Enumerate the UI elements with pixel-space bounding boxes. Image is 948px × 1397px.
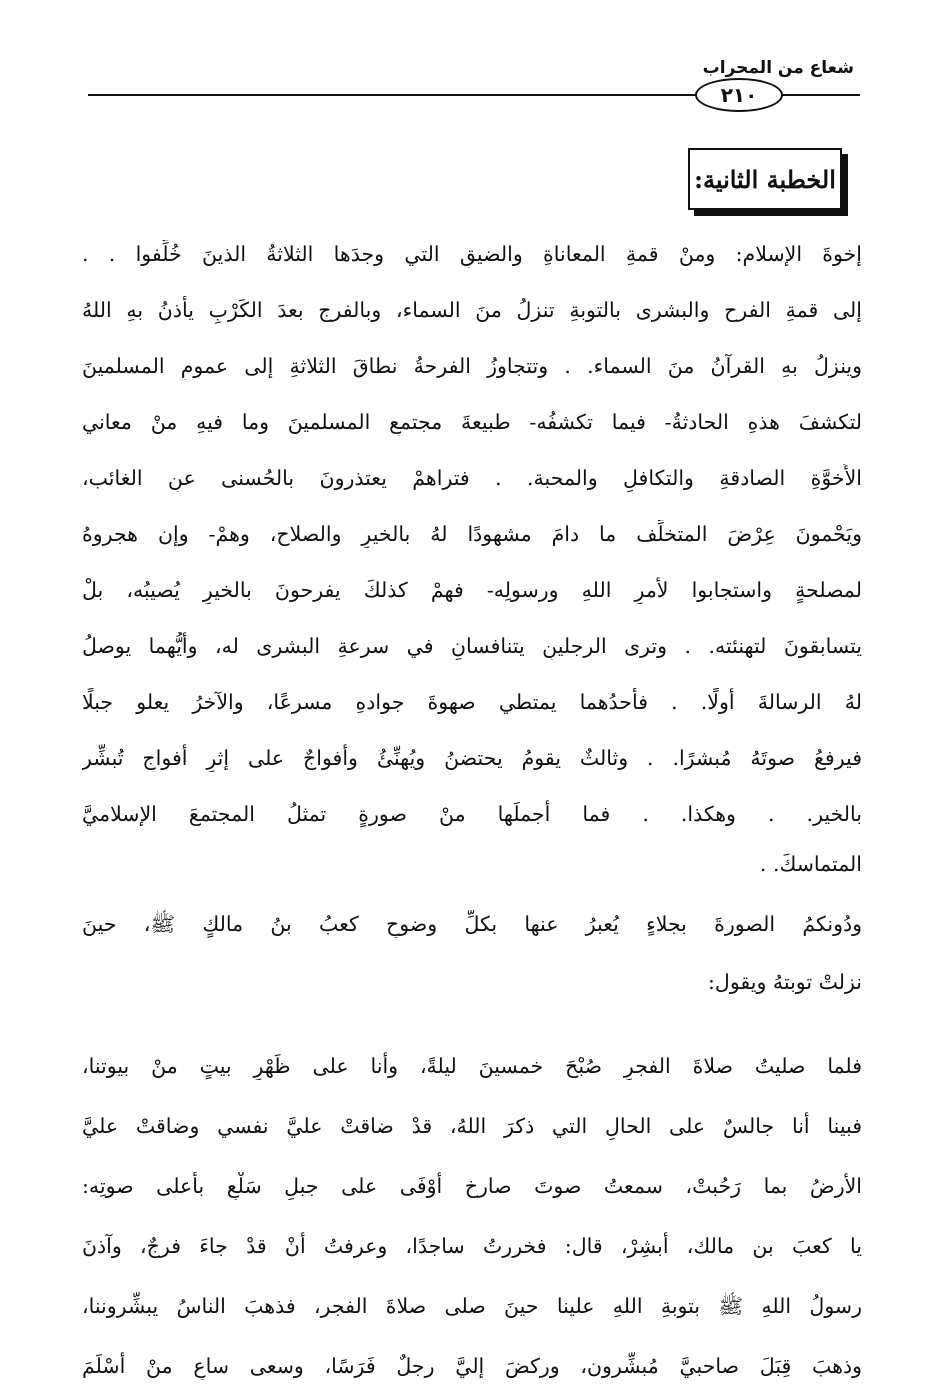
text-line: لتكشفَ هذهِ الحادثةُ- فيما تكشفُه- طبيعةَ مجتمعِ المسلمينَ وما فيهِ منْ معاني bbox=[82, 410, 862, 434]
text-line: وينزلُ بهِ القرآنُ منَ السماء. . وتتجاوزُ الفرحةُ نطاقَ الثلاثةِ إلى عمومِ المسلمينَ bbox=[82, 354, 862, 378]
text-line: يا كعبَ بن مالك، أبشِرْ، قال: فخررتُ ساجدًا، وعرفتُ أنْ قدْ جاءَ فرجٌ، وآذنَ bbox=[82, 1234, 862, 1258]
text-line: لمصلحةٍ واستجابوا لأمرِ اللهِ ورسولِه- فهمْ كذلكَ يفرحونَ بالخيرِ يُصيبُه، بلْ bbox=[82, 578, 862, 602]
book-title: شعاع من المحراب bbox=[702, 58, 854, 78]
text-line: فيرفعُ صوتَهُ مُبشرًا. . وثالثٌ يقومُ يحتضنُ ويُهنِّئُ وأفواجٌ على إثرِ أفواجٍ تُبشِّر bbox=[82, 746, 862, 770]
text-line: الأرضُ بما رَحُبتْ، سمعتُ صوتَ صارخ أوْفَى على جبلِ سَلْعٍ بأعلى صوتِه: bbox=[82, 1174, 862, 1198]
text-line: بالخير. . وهكذا. . فما أجملَها منْ صورةٍ تمثلُ المجتمعَ الإسلاميَّ bbox=[82, 802, 862, 826]
text-line: نزلتْ توبتهُ ويقول: bbox=[708, 970, 862, 994]
text-line: رسولُ اللهِ ﷺ بتوبةِ اللهِ علينا حينَ صلى صلاةَ الفجر، فذهبَ الناسُ يبشِّروننا، bbox=[82, 1294, 862, 1318]
text-line: ودُونكمُ الصورةَ بجلاءٍ يُعبرُ عنها بكلِّ وضوحٍ كعبُ بنُ مالكٍ ﷺ، حينَ bbox=[82, 912, 862, 936]
text-line: لهُ الرسالةَ أولًا. . فأحدُهما يمتطي صهوةَ جوادهِ مسرعًا، والآخرُ يعلو جبلًا bbox=[82, 690, 862, 714]
text-line: إخوةَ الإسلام: ومنْ قمةِ المعاناةِ والضيقِ التي وجدَها الثلاثةُ الذينَ خُلِّفوا . . bbox=[82, 242, 862, 266]
page-number: ٢١٠ bbox=[695, 78, 783, 112]
text-line: يتسابقونَ لتهنئته. . وترى الرجلينِ يتنافسانِ في سرعةِ البشرى له، وأيُّهما يوصلُ bbox=[82, 634, 862, 658]
text-line: فلما صليتُ صلاةَ الفجرِ صُبْحَ خمسينَ ليلةً، وأنا على ظَهْرِ بيتٍ منْ بيوتنا، bbox=[82, 1054, 862, 1078]
section-title: الخطبة الثانية: bbox=[694, 164, 836, 194]
text-line: المتماسكَ. . bbox=[759, 852, 862, 876]
text-line: ويَحْمونَ عِرْضَ المتخلِّف ما دامَ مشهودًا لهُ بالخيرِ والصلاح، وهمْ- وإن هجروهُ bbox=[82, 522, 862, 546]
text-line: وذهبَ قِبَلَ صاحبيَّ مُبشِّرون، وركضَ إليَّ رجلٌ فَرَسًا، وسعى ساعٍ منْ أَسْلَمَ bbox=[82, 1354, 862, 1378]
text-line: إلى قمةِ الفرح والبشرى بالتوبةِ تنزلُ منَ السماء، وبالفرجِ بعدَ الكَرْبِ يأذنُ بهِ اللهُ bbox=[82, 298, 862, 322]
section-heading-box bbox=[688, 148, 842, 210]
text-line: الأُخوَّةِ الصادقةِ والتكافلِ والمحبة. . فتراهمْ يعتذرونَ بالحُسنى عنِ الغائب، bbox=[82, 466, 862, 490]
text-line: فبينا أنا جالسٌ على الحالِ التي ذكرَ اللهُ، قدْ ضاقتْ عليَّ نفسي وضاقتْ عليَّ bbox=[82, 1114, 862, 1138]
